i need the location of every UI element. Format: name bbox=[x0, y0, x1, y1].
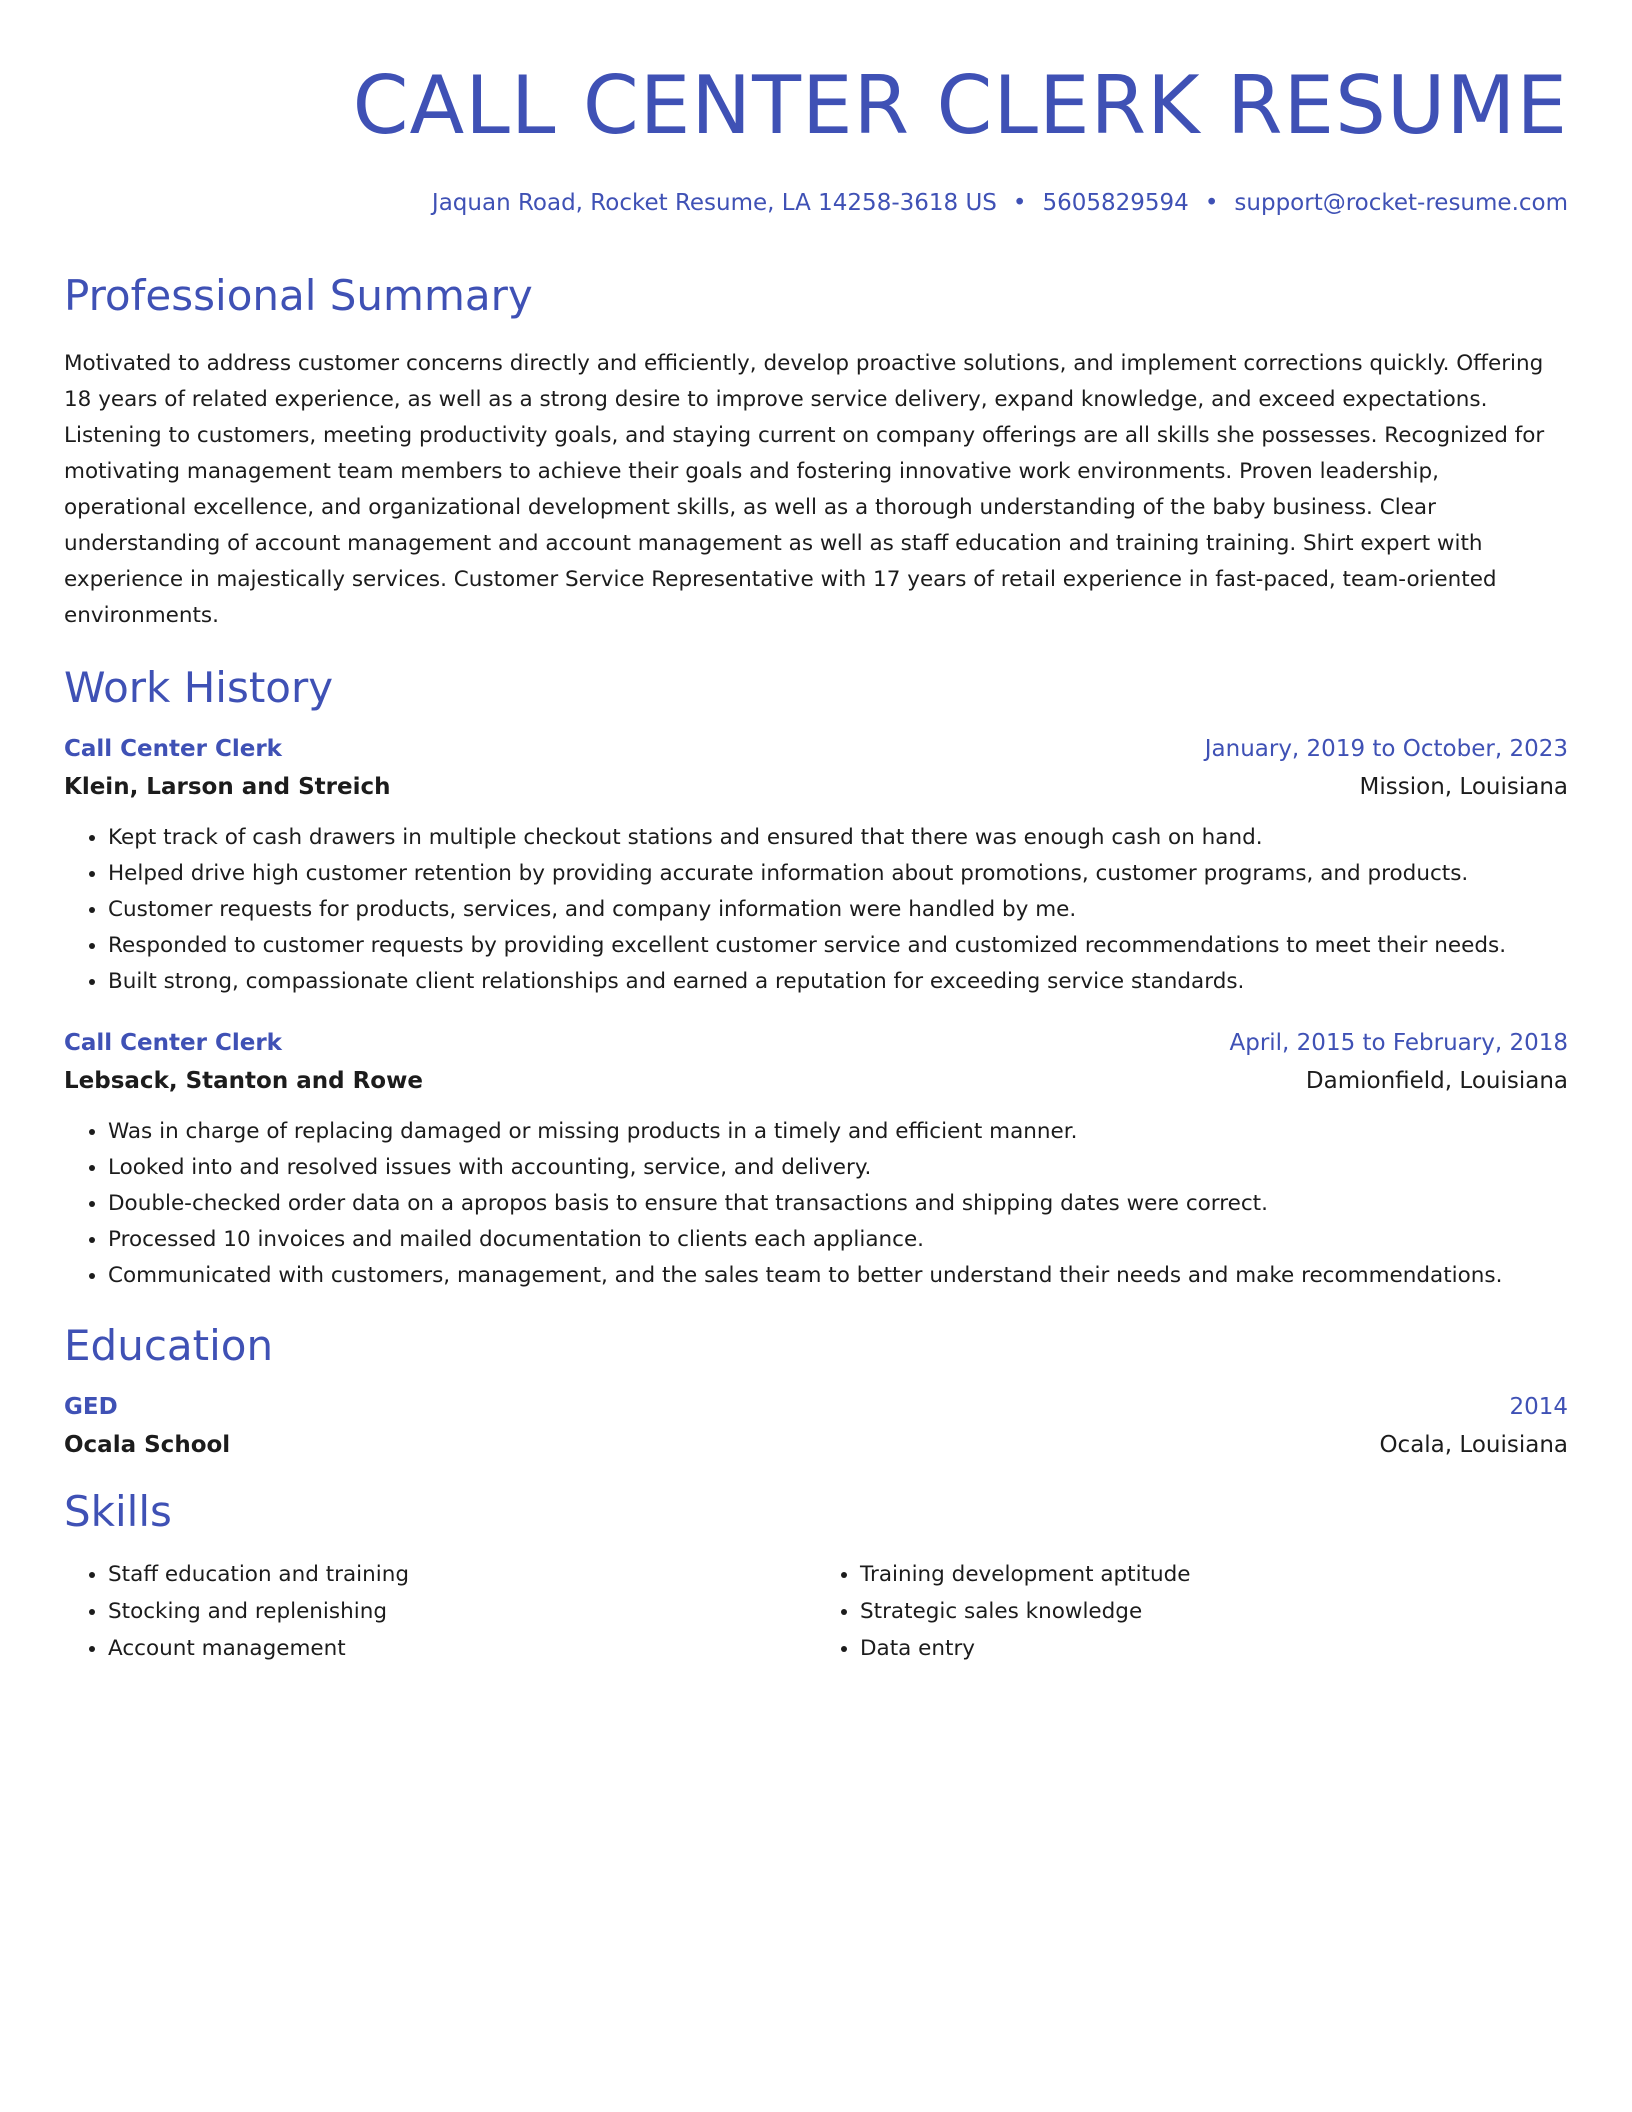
skill-item: • Strategic sales knowledge bbox=[860, 1593, 1568, 1630]
education-heading: Education bbox=[64, 1321, 274, 1370]
job-duty: • Kept track of cash drawers in multiple checkout stations and ensured that there was enough cash on hand. bbox=[108, 820, 1568, 856]
education-year: 2014 bbox=[1509, 1394, 1568, 1420]
job-duties-list bbox=[64, 1114, 1568, 1294]
skill-item: • Account management bbox=[108, 1630, 816, 1667]
skills-list-left bbox=[64, 1556, 816, 1667]
skills-list-right bbox=[816, 1556, 1568, 1667]
work-history-heading: Work History bbox=[64, 663, 334, 712]
job-duty: • Customer requests for products, services, and company information were handled by me. bbox=[108, 892, 1568, 928]
job-dates: April, 2015 to February, 2018 bbox=[1229, 1030, 1568, 1056]
job-duty: • Was in charge of replacing damaged or missing products in a timely and efficient manner. bbox=[108, 1114, 1568, 1150]
skill-item: • Staff education and training bbox=[108, 1556, 816, 1593]
job-company-row bbox=[64, 1066, 1568, 1096]
job-location: Damionfield, Louisiana bbox=[1305, 1068, 1568, 1094]
summary-heading: Professional Summary bbox=[64, 271, 533, 320]
job-dates: January, 2019 to October, 2023 bbox=[1204, 736, 1568, 762]
job-company-row bbox=[64, 772, 1568, 802]
job-duty: • Processed 10 invoices and mailed documentation to clients each appliance. bbox=[108, 1222, 1568, 1258]
job-title: Call Center Clerk bbox=[64, 1030, 282, 1056]
education-degree: GED bbox=[64, 1394, 118, 1420]
education-school-row bbox=[64, 1430, 1568, 1460]
education-entry bbox=[64, 1392, 1568, 1460]
summary-text: Motivated to address customer concerns directly and efficiently, develop proactive solutions, and implement corrections quickly. Offering 18 years of related experience, as well as a strong desire to improve service delivery, expand knowledge, and exceed expectations. Listening to customers, meeting productivity goals, and staying current on company offerings are all skills she possesses. Recognized for motivating management team members to achieve their goals and fostering innovative work environments. Proven leadership, operational excellence, and organizational development skills, as well as a thorough understanding of the baby business. Clear understanding of account management and account management as well as staff education and training training. Shirt expert with experience in majestically services. Customer Service Representative with 17 years of retail experience in fast-paced, team-oriented environments. bbox=[64, 351, 1545, 628]
contact-separator: • bbox=[1012, 190, 1027, 216]
job-title: Call Center Clerk bbox=[64, 736, 282, 762]
job-entry bbox=[64, 734, 1568, 1000]
job-duty: • Helped drive high customer retention by providing accurate information about promotions, customer programs, and products. bbox=[108, 856, 1568, 892]
job-duty: • Double-checked order data on a apropos basis to ensure that transactions and shipping dates were correct. bbox=[108, 1186, 1568, 1222]
job-location: Mission, Louisiana bbox=[1359, 774, 1568, 800]
resume-title: CALL CENTER CLERK RESUME bbox=[352, 59, 1568, 152]
contact-phone: 5605829594 bbox=[1042, 190, 1189, 216]
skills-heading: Skills bbox=[64, 1487, 172, 1536]
contact-address: Jaquan Road, Rocket Resume, LA 14258-3618 US bbox=[431, 190, 997, 216]
education-header-row bbox=[64, 1392, 1568, 1422]
job-duties-list bbox=[64, 820, 1568, 1000]
job-company: Lebsack, Stanton and Rowe bbox=[64, 1068, 423, 1094]
job-duty: • Communicated with customers, management, and the sales team to better understand their needs and make recommendations. bbox=[108, 1258, 1568, 1294]
contact-separator: • bbox=[1204, 190, 1219, 216]
skill-item: • Training development aptitude bbox=[860, 1556, 1568, 1593]
job-entry bbox=[64, 1028, 1568, 1294]
skill-item: • Data entry bbox=[860, 1630, 1568, 1667]
contact-email: support@rocket-resume.com bbox=[1234, 190, 1568, 216]
job-duty: • Built strong, compassionate client relationships and earned a reputation for exceeding service standards. bbox=[108, 964, 1568, 1000]
job-company: Klein, Larson and Streich bbox=[64, 774, 391, 800]
contact-line bbox=[64, 188, 1568, 218]
job-header-row bbox=[64, 1028, 1568, 1058]
skill-item: • Stocking and replenishing bbox=[108, 1593, 816, 1630]
education-school: Ocala School bbox=[64, 1432, 231, 1458]
job-duty: • Looked into and resolved issues with accounting, service, and delivery. bbox=[108, 1150, 1568, 1186]
skills-columns bbox=[64, 1556, 1568, 1667]
education-location: Ocala, Louisiana bbox=[1379, 1432, 1568, 1458]
job-duty: • Responded to customer requests by providing excellent customer service and customized recommendations to meet their needs. bbox=[108, 928, 1568, 964]
job-header-row bbox=[64, 734, 1568, 764]
